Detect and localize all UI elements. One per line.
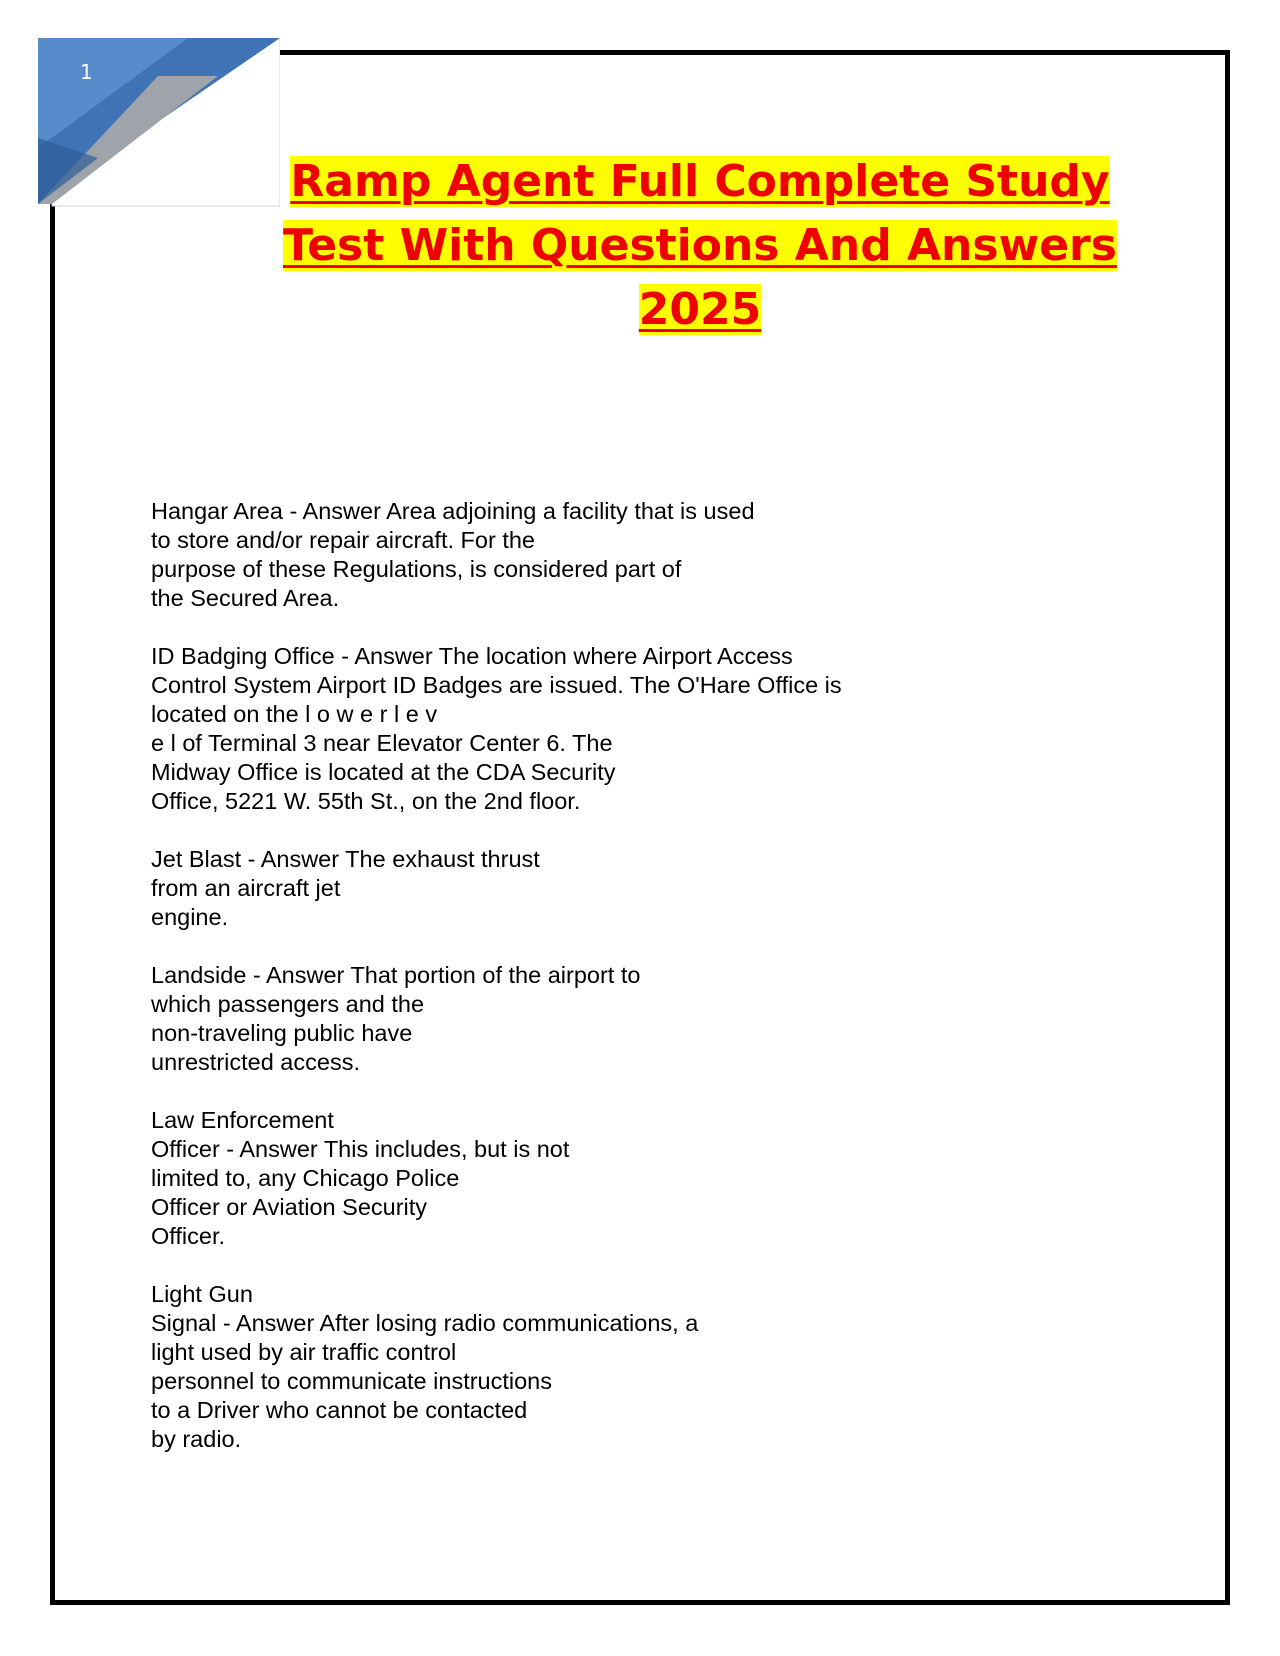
title-line: Test With Questions And Answers: [283, 220, 1117, 271]
entry-line: Office, 5221 W. 55th St., on the 2nd floor.: [151, 788, 581, 814]
entry-line: Jet Blast - Answer The exhaust thrust: [151, 846, 540, 872]
entry-line: non-traveling public have: [151, 1020, 413, 1046]
entry-line: ID Badging Office - Answer The location where Airport Access: [151, 643, 793, 669]
entry-line: Hangar Area - Answer Area adjoining a facility that is used: [151, 498, 755, 524]
entry-line: limited to, any Chicago Police: [151, 1165, 460, 1191]
entry-line: Control System Airport ID Badges are issued. The O'Hare Office is: [151, 672, 842, 698]
entry-line: to a Driver who cannot be contacted: [151, 1397, 528, 1423]
title-line: Ramp Agent Full Complete Study: [290, 156, 1110, 207]
entry-line: purpose of these Regulations, is considered part of: [151, 556, 682, 582]
title-line: 2025: [638, 284, 762, 335]
entry-line: to store and/or repair aircraft. For the: [151, 527, 535, 553]
entry-line: unrestricted access.: [151, 1049, 360, 1075]
entry-line: engine.: [151, 904, 229, 930]
qa-entry-hangar-area: [151, 497, 1051, 613]
entry-line: Law Enforcement: [151, 1107, 334, 1133]
entry-line: Light Gun: [151, 1281, 253, 1307]
entry-line: Midway Office is located at the CDA Security: [151, 759, 616, 785]
entry-line: which passengers and the: [151, 991, 425, 1017]
entry-line: Landside - Answer That portion of the airport to: [151, 962, 641, 988]
qa-entry-landside: [151, 961, 1051, 1077]
entry-line: Signal - Answer After losing radio communications, a: [151, 1310, 699, 1336]
qa-entry-law-enforcement-officer: [151, 1106, 1051, 1251]
entry-line: the Secured Area.: [151, 585, 340, 611]
entry-line: personnel to communicate instructions: [151, 1368, 553, 1394]
qa-entry-light-gun-signal: [151, 1280, 1051, 1454]
qa-entry-jet-blast: [151, 845, 1051, 932]
qa-entry-id-badging-office: [151, 642, 1051, 816]
entry-line: Officer or Aviation Security: [151, 1194, 428, 1220]
entry-line: from an aircraft jet: [151, 875, 341, 901]
qa-list: [151, 497, 1051, 1483]
entry-line: Officer - Answer This includes, but is not: [151, 1136, 570, 1162]
entry-line: located on the l o w e r l e v: [151, 701, 438, 727]
corner-decoration: [38, 38, 280, 208]
entry-line: light used by air traffic control: [151, 1339, 457, 1365]
entry-line: by radio.: [151, 1426, 242, 1452]
entry-line: Officer.: [151, 1223, 226, 1249]
entry-line: e l of Terminal 3 near Elevator Center 6. The: [151, 730, 613, 756]
page-number: 1: [80, 60, 93, 84]
document-title: [250, 150, 1150, 342]
